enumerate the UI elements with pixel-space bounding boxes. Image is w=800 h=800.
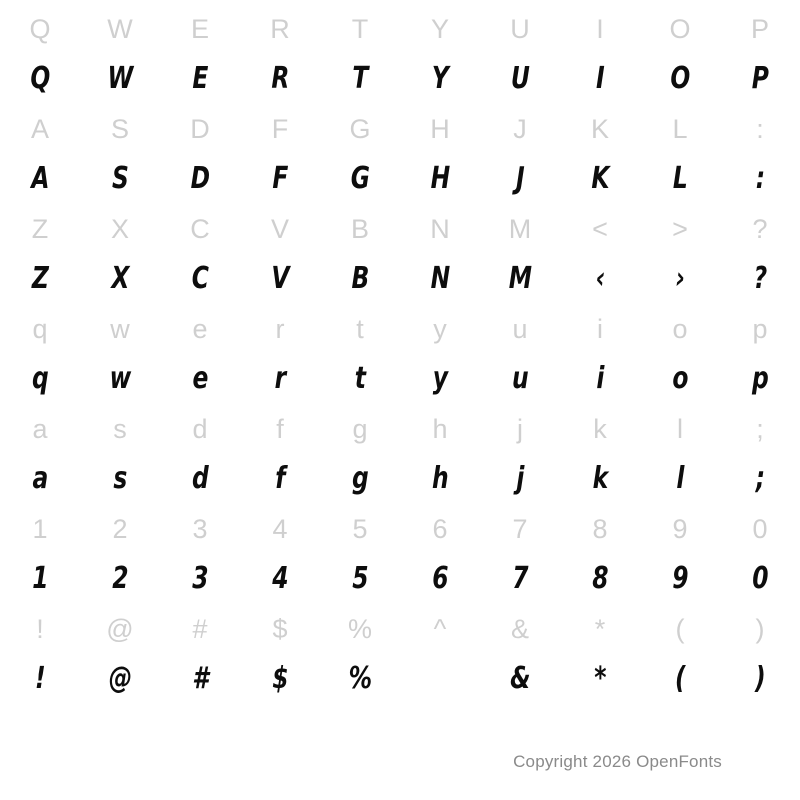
glyph-cell: ? (752, 214, 768, 244)
glyph-cell: : (755, 161, 765, 196)
glyph-cell: F (272, 161, 288, 196)
glyph-cell: w (110, 314, 130, 344)
glyph-cell: @ (106, 614, 134, 644)
glyph-cell: # (192, 661, 208, 696)
glyph-cell: B (350, 214, 369, 244)
glyph-row (0, 154, 800, 204)
copyright-notice: Copyright 2026 OpenFonts (513, 752, 722, 771)
glyph-cell: t (356, 314, 364, 344)
glyph-cell: l (676, 461, 684, 496)
glyph-cell: C (190, 214, 210, 244)
glyph-cell: * (594, 661, 606, 696)
glyph-cell: 4 (272, 561, 288, 596)
glyph-cell: Z (31, 261, 49, 296)
glyph-cell: ! (36, 614, 44, 644)
glyph-cell: C (191, 261, 209, 296)
glyph-cell: p (752, 314, 768, 344)
glyph-cell: Y (431, 61, 449, 96)
glyph-cell: y (432, 361, 448, 396)
glyph-cell: M (508, 214, 532, 244)
glyph-cell: g (352, 414, 368, 444)
glyph-cell: S (110, 114, 129, 144)
glyph-cell: R (270, 14, 290, 44)
glyph-cell: R (271, 61, 289, 96)
glyph-cell: 5 (352, 561, 368, 596)
glyph-cell: * (594, 614, 606, 644)
glyph-cell: M (508, 261, 532, 296)
glyph-cell: 0 (752, 561, 768, 596)
glyph-cell: g (352, 461, 368, 496)
glyph-cell: U (510, 14, 530, 44)
glyph-cell: j (516, 461, 524, 496)
glyph-cell: A (30, 114, 49, 144)
glyph-row (0, 4, 800, 54)
glyph-cell: O (670, 61, 690, 96)
glyph-cell: Q (30, 61, 50, 96)
glyph-row (0, 204, 800, 254)
glyph-cell: P (750, 14, 769, 44)
glyph-cell: r (274, 361, 286, 396)
glyph-cell: h (432, 414, 448, 444)
glyph-cell: w (109, 361, 131, 396)
glyph-cell: 6 (432, 514, 448, 544)
glyph-cell: I (596, 61, 604, 96)
glyph-cell: F (271, 114, 289, 144)
glyph-cell: B (351, 261, 369, 296)
glyph-cell: ) (755, 614, 765, 644)
glyph-cell: J (513, 114, 527, 144)
glyph-cell: E (192, 61, 208, 96)
glyph-cell: E (190, 14, 209, 44)
glyph-cell: e (192, 314, 208, 344)
glyph-cell: @ (108, 661, 132, 696)
glyph-cell: 3 (192, 561, 208, 596)
glyph-cell: 8 (592, 561, 608, 596)
glyph-cell: ( (675, 614, 685, 644)
glyph-cell: 9 (672, 514, 688, 544)
glyph-cell: f (276, 414, 284, 444)
glyph-cell: K (590, 114, 609, 144)
glyph-cell: s (113, 461, 127, 496)
glyph-row (0, 504, 800, 554)
glyph-cell: 8 (592, 514, 608, 544)
glyph-cell: ^ (433, 614, 447, 644)
glyph-cell: a (32, 461, 48, 496)
glyph-cell: 3 (192, 514, 208, 544)
glyph-row (0, 54, 800, 104)
glyph-cell: # (192, 614, 208, 644)
glyph-row (0, 104, 800, 154)
glyph-cell: ? (753, 261, 767, 296)
glyph-cell: L (672, 114, 688, 144)
glyph-cell: N (430, 214, 450, 244)
glyph-cell: 7 (512, 514, 528, 544)
glyph-cell: d (192, 414, 208, 444)
glyph-cell: ‹ (595, 261, 605, 296)
glyph-cell: i (596, 361, 604, 396)
glyph-cell: U (510, 61, 530, 96)
glyph-cell: % (348, 661, 372, 696)
glyph-row (0, 254, 800, 304)
glyph-cell: S (111, 161, 129, 196)
glyph-cell: D (190, 114, 210, 144)
glyph-cell: H (430, 114, 450, 144)
glyph-cell: t (354, 361, 366, 396)
glyph-cell: y (433, 314, 447, 344)
glyph-cell: < (592, 214, 608, 244)
glyph-cell: q (32, 314, 48, 344)
glyph-cell: > (672, 214, 688, 244)
glyph-cell: 5 (352, 514, 368, 544)
glyph-cell: H (430, 161, 450, 196)
glyph-row (0, 354, 800, 404)
glyph-cell: i (597, 314, 603, 344)
glyph-cell: d (192, 461, 208, 496)
glyph-cell: ( (675, 661, 685, 696)
glyph-cell: V (271, 261, 289, 296)
glyph-cell: e (192, 361, 208, 396)
glyph-cell: ) (755, 661, 765, 696)
glyph-row (0, 404, 800, 454)
glyph-cell: a (32, 414, 48, 444)
glyph-cell: f (275, 461, 285, 496)
glyph-cell: O (669, 14, 691, 44)
glyph-cell: T (351, 14, 369, 44)
glyph-cell: I (596, 14, 604, 44)
glyph-cell: ! (35, 661, 45, 696)
glyph-cell: $ (272, 614, 288, 644)
glyph-cell: 7 (512, 561, 528, 596)
glyph-cell: › (675, 261, 685, 296)
glyph-cell: T (352, 61, 368, 96)
glyph-cell: Y (430, 14, 449, 44)
glyph-cell: : (756, 114, 764, 144)
glyph-cell: X (111, 261, 129, 296)
glyph-cell: W (107, 14, 133, 44)
glyph-row (0, 304, 800, 354)
glyph-cell: 6 (432, 561, 448, 596)
glyph-cell: 1 (32, 514, 48, 544)
glyph-cell: 2 (112, 561, 128, 596)
glyph-cell: r (275, 314, 285, 344)
glyph-cell: W (107, 61, 133, 96)
glyph-cell: X (110, 214, 129, 244)
glyph-cell: p (752, 361, 768, 396)
glyph-cell: N (430, 261, 450, 296)
glyph-cell: J (516, 161, 524, 196)
glyph-cell: G (350, 161, 370, 196)
glyph-cell: A (31, 161, 49, 196)
glyph-cell: Q (29, 14, 51, 44)
glyph-cell: D (190, 161, 210, 196)
glyph-cell: o (672, 361, 688, 396)
glyph-cell: j (517, 414, 523, 444)
glyph-cell: & (510, 661, 530, 696)
glyph-cell: l (677, 414, 683, 444)
glyph-cell: & (510, 614, 529, 644)
glyph-cell: o (672, 314, 688, 344)
glyph-cell: K (591, 161, 609, 196)
glyph-cell: s (113, 414, 127, 444)
glyph-row (0, 454, 800, 504)
glyph-cell: 0 (752, 514, 768, 544)
glyph-cell: % (347, 614, 372, 644)
glyph-cell: k (592, 461, 608, 496)
glyph-cell: L (672, 161, 688, 196)
glyph-cell: q (32, 361, 48, 396)
glyph-cell: k (593, 414, 607, 444)
glyph-cell: h (432, 461, 448, 496)
glyph-cell: $ (272, 661, 288, 696)
glyph-cell: G (349, 114, 371, 144)
glyph-cell: 4 (272, 514, 288, 544)
glyph-cell: ; (756, 414, 764, 444)
glyph-cell: u (512, 361, 528, 396)
glyph-cell (409, 654, 471, 704)
glyph-cell: u (512, 314, 528, 344)
glyph-cell: V (270, 214, 289, 244)
glyph-row (0, 604, 800, 654)
glyph-row (0, 554, 800, 604)
glyph-cell: ; (755, 461, 765, 496)
glyph-cell: Z (31, 214, 49, 244)
glyph-cell: P (751, 61, 769, 96)
glyph-cell: 1 (32, 561, 48, 596)
glyph-cell: 9 (672, 561, 688, 596)
glyph-row (0, 654, 800, 704)
glyph-cell: 2 (112, 514, 128, 544)
